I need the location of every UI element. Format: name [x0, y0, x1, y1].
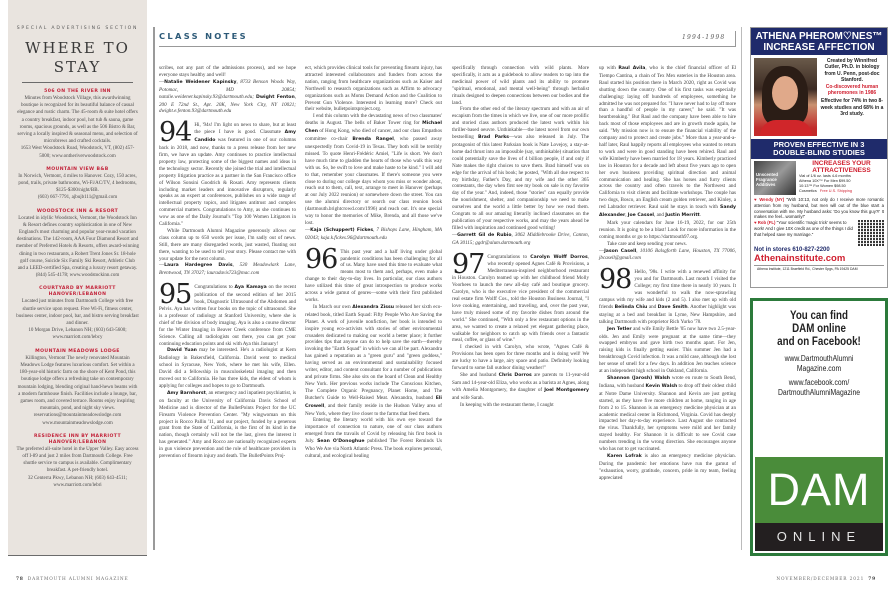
listing-description: The preferred all-suite hotel in the Upper Valley. Easy access off I-89 and just 2 miles from Dartmouth College. Free shuttle service to campus is available. Complimentary breakfast. A pet-friendly hotel. [16, 446, 139, 474]
url-part: Magazine.com [796, 363, 842, 373]
logo-online: ONLINE [755, 523, 883, 551]
text: , who recently opened Agnes Café & Provisions, a Mediterranean-inspired neighborhood restaurant in Houston. Carolyn teamed up with her childhood friend Molly Voorhees to launch the new all-day café and boutique grocery. Carolyn, who is the executive vice president of the commercial real estate firm Wolff Cos., told the Houston Business Journal, "I love cooking, entertaining, and traveling, and, over the past year, have truly missed some of my favorite dishes from around the world." She continued, "With only a few restaurant options in the area, we wanted to create a relaxed yet elegant gathering place, walkable for neighbors to catch up with friends over a fantastic meal, coffee, or glass of wine." [452, 253, 589, 344]
classmate-name: Michael Chen [305, 121, 442, 135]
correspondent-name: Jason Casell [604, 248, 637, 254]
correspondent-address: , 7 Bishops Lane, Hingham, MA 02043; kaja.k.fickes.96@dartmouth.edu [305, 226, 442, 241]
listing-name: 506 ON THE RIVER INN [44, 89, 111, 94]
listing-description: Killington, Vermont The newly renovated Mountain Meadows Lodge features luxurious comfort. Set within a 180-year-old historic farm on the shore of Kent Pond, this boutique lodge offers a refreshing take on contemporary mountain lodging, blending original hand-hewn beams with a modern farmhouse finish. Facilities include a lounge, bar, games room, and covered terrace. Rooms enjoy inspiring mountain, pond, and night sky views. [17, 355, 138, 412]
text: Entering the literary world with his own eye toward the importance of connection to nature, one of our class authors emerged from the travails of Covid by releasing his first book in July. [305, 417, 442, 445]
listing-contact: 10 Morgan Drive, Lebanon NH; (603) 643-5600; www.marriott.com/lebcy [28, 328, 127, 341]
listing-contact: reservations@mountainmeadowslodge.com www.mountainmeadowslodge.com [33, 413, 122, 426]
listing-name: WOODSTOCK INN & RESORT [36, 208, 119, 214]
column-3 [452, 65, 589, 409]
classmate-name: Karen Lofrak [607, 453, 642, 459]
proven-line-1: PROVEN EFFECTIVE IN 3 [773, 140, 865, 149]
class-year-97: 97 [452, 248, 485, 280]
column-2 [305, 65, 442, 460]
cosmetics-label: Cosmetics [799, 189, 817, 193]
paragraph [305, 113, 442, 227]
effectiveness-text: Effective for 74% in two 8-week studies and 68% in a 3rd study. [820, 98, 884, 118]
text: From the other end of the literary spectrum and with an air of escapism from the times in which we live, one of our more prolific and storied class authors produced the latest work within his thriller-based oeuvre. Unthinkable—the latest novel from our own bestselling [452, 106, 589, 141]
text: Congratulations to [487, 253, 531, 260]
proven-line-2: DOUBLE-BLIND STUDIES [773, 148, 865, 157]
title-line-2: STAY [53, 58, 102, 76]
headline-line-1: ATHENA PHEROM♡NES™ [755, 31, 883, 42]
paragraph [599, 453, 736, 482]
ad-section-title [16, 39, 139, 77]
column-4 [599, 65, 736, 482]
website-link[interactable]: Athenainstitute.com [754, 253, 846, 265]
signature: —Kaja (Schuppert) Fickes, 7 Bishops Lane, Hingham, MA 02043; kaja.k.fickes.96@dartmouth.edu [305, 226, 442, 241]
testimonial-author: ♥ Rob (FL) [754, 220, 776, 226]
listing-contact: 1653 West Woodstock Road, Woodstock, VT, (802) 457-5000; www.ontheriverwoodstock.com [20, 146, 135, 159]
paragraph: I checked in with Carolyn, who wrote, "Agnes Café & Provisions has been open for three months and is doing well! We are lucky to have a large, airy space and patio. Definitely looking forward to some fall outdoor dining weather!" [452, 344, 589, 372]
scientist-photo [754, 58, 817, 136]
publication-name: DARTMOUTH ALUMNI MAGAZINE [27, 577, 129, 582]
url-part: DartmouthAlumniMagazine [777, 387, 861, 397]
paragraph: specifically through connection with wild plants. More specifically, it acts as a guidebook to allow readers to tap into the medicinal power of wild plants and its ability to promote "spiritual, emotional, and mental well-being" through herbalist rituals designed to deepen connections between our bodies and the land. [452, 65, 589, 106]
sidebar-bottom-rule [8, 555, 147, 556]
classmate-name: Amy Barnhorst [167, 390, 206, 396]
credentials [820, 58, 884, 136]
paragraph: scribes, not any part of the admissions process), and we hope everyone stays healthy and well! [159, 65, 296, 78]
testimonial-row [751, 220, 887, 246]
listing-courtyard-marriott [16, 286, 139, 341]
listing-description: Located in idyllic Woodstock, Vermont, the Woodstock Inn & Resort defines country sophistication in one of New England's most charming and popular year-round vacation destinations. The 142-room, AAA Four Diamond Resort and member of Preferred Hotels & Resorts, offers award-winning dining in two restaurants, a Robert Trent Jones Sr. 18-hole golf course, Suicide Six Family Ski Resort, Athletic Club and a LEED-certified Spa, creating a luxury resort getaway. [16, 215, 139, 272]
right-side-bar [741, 27, 742, 550]
dam-online-ad[interactable] [750, 298, 888, 556]
classmate-name: Justin Merritt [665, 213, 700, 219]
correspondent-address: , 10106 Balsgforth Lane, Houston, TX 77006, jbcasell@gmail.com [599, 247, 737, 262]
signature: —Garrett Gil de Rubio, 3062 Middlebrooke Drive, Canton, GA 30115; ggdr@alum.dartmouth.org [452, 231, 590, 246]
testimonial [751, 197, 887, 220]
correspondent-name: Natalie Weidener Kapinsky [164, 79, 237, 85]
where-to-stay-ad [8, 0, 147, 555]
text: , who passed away unexpectedly from Covid-19 in Texas. They both will be terribly missed. To quote Henri-Frédéric Amiel, "Life is short. We don't have much time to gladden the hearts of those who walk this way with us. So, be swift to love and make haste to be kind." I will add to that, remember your classmates. If there's someone you were close to during our college days whom you miss or wonder about, reach out to them, call, text, arrange to meet in Hanover (perhaps at our July 2022 reunion) or somewhere down the street. You can use the alumni directory or search our class reunion book (dartmouth.brightcrowd.com/1996) and reach out. It's one special way to honor the memories of Mike, Brenda, and all those we've lost. [305, 136, 443, 226]
logo-dam: DAM [755, 457, 883, 523]
ad-headline [751, 28, 887, 55]
text: on the recent publication of the second edition of her 2015 book, Diagnostic Ultrasound of the Abdomen and Pelvis. Aya has written four books on the topic of ultrasound. She is a professor of radiology at Stanford University, where she is chief of the division of body imaging. Aya is also a course director for the Winter Imaging in Beaver Creek conference from CME Science. Calling all radiologists out there, you can get your continuing education points and ski with Aya this January! [159, 284, 296, 347]
listing-description: In Norwich, Vermont, 4 miles to Hanover. Cozy, 150 acres, pond, trails, private bathrooms, Wi-Fi/AC/TV, 4 bedrooms, $125-$300/night/BB. [18, 173, 137, 194]
class-year-94: 94 [159, 117, 192, 149]
shipping-label: Free U.S. Shipping [819, 189, 852, 193]
paragraph [159, 347, 296, 389]
phone-number[interactable]: Not in stores 610-827-2200 [754, 247, 830, 254]
text: . [699, 212, 702, 219]
correspondent-address: , 3062 Middlebrooke Drive, Canton, GA 30115; ggdr@alum.dartmouth.org [452, 231, 590, 246]
paragraph: ect, which provides clinical tools for preventing firearm injury, has attracted interested collaborators and funders from across the nation, ranging from healthcare organizations such as Kaiser and Northwell to research organizations such as Affirm to advocacy organizations such as Moms Demand Action and the Coalition to Prevent Gun Violence. Interested in learning more? Check out their website, bulletpointsproject.org. [305, 65, 442, 113]
listing-mountain-view [16, 167, 139, 202]
text: Congratulations to [194, 284, 235, 291]
text: Hi, '94s! I'm light on news to share, but at least the piece I have is good. Classmate [194, 122, 296, 136]
listing-contact: 32 Centerra Pkwy, Lebanon NH; (603) 643-4511; www.marriott.com/lebri [27, 475, 128, 488]
qr-code-icon[interactable] [858, 220, 884, 246]
listing-residence-inn [16, 434, 139, 489]
classmate-name: Kevin Walsh [645, 383, 678, 389]
text: is also an emergency medicine physician. During the pandemic her emotions have run the gamut of "exhaustion, worry, gratitude, concern, pride in my team, feeling appreciated [599, 452, 737, 481]
title-line-1: WHERE TO [25, 39, 130, 57]
classmate-name: Carolyn Wolff Dorros [530, 254, 588, 260]
signature: —Natalie Weidener Kapinsky, 8733 Benson Woods Way, Potomac, MD 20854; natalie.weidener.kapinsky.93@dartmouth.edu; Dwight Fenton, 200 E 72nd St., Apt. 20K, New York City, NY 10021; dwight.e.fenton.93@dartmouth.edu [159, 78, 296, 115]
class-97-notes [452, 248, 589, 345]
classmate-name: Eli Crowell [305, 395, 442, 409]
athena-pheromones-ad[interactable] [750, 27, 888, 288]
page-number-right: 79 [868, 577, 876, 582]
class-98-notes [599, 264, 737, 325]
listing-woodstock-inn [16, 209, 139, 280]
page-number-left: 78 [16, 577, 24, 582]
paragraph [159, 390, 296, 460]
men-price: Athena 10X™ For Men $99.50 [799, 179, 851, 183]
testimonial-text: "Your scientific 'magic trick' seems to work! And I give 10X credit as one of the things I did that helped save my marriage." [754, 220, 853, 237]
column-1 [159, 65, 296, 460]
paragraph [305, 304, 442, 418]
left-folio [16, 577, 129, 582]
classmate-name: Brenda Rangel [352, 137, 394, 143]
right-folio [776, 577, 876, 582]
ad-intro [751, 55, 887, 139]
text: , who is the chief financial officer of El Tiempo Cantina, a chain of Tex Mex eateries in the Houston area. Raul started his position there in March 2020, right as Covid was shutting down the country. One of his first tasks was especially challenging: laying off hundreds of employees, something he admitted he was not prepared for. "I have never had to lay off more than a handful of people in my career," he said. "It was heartbreaking." But Raul and the company have been able to hire back most of those employees and are in growth mode again, he said. "My mission now is to ensure the financial viability of the company and to protect and create jobs." More than a year-and-a-half later, Raul happily reports all employees who wanted to return to work and were in good standing have been rehired. Raul and wife Kimberly have been married for 18 years. Kimberly practiced law in Houston for a decade and left about five years ago to open her own business providing spiritual direction and animal communication and healing. She has horses and furry clients across the country and often travels to the Northwest and California to visit clients and facilitate workshops. The couple has two dogs, Bosco, an English cream golden retriever, and Kinley, a red Labrador retriever. Raul said he stays in touch with [599, 65, 736, 211]
text: , an emergency and inpatient psychiatrist, is on faculty at the University of California Davis School of Medicine and is director of the BulletPoints Project for the UC Firearm Violence Prevention Center. "My wingwoman on this project is Rocco Pallin '11, and our project, funded by a generous grant from the State of California, is the first of its kind in the nation, though certainly will not be the last, given the interest it has generated." Amy and Rocco are nationally recognized experts in gun violence prevention and the role of healthcare providers in prevention of firearm injury and death. The BulletPoints Proj- [159, 389, 296, 460]
text: , [625, 212, 628, 219]
creator-text: Created by Winnifred Cutler, Ph.D. in biology from U. Penn, post-doc Stanford. [824, 58, 880, 84]
text: to drop off their oldest child at Notre Dame University. Shannon and Kevin are just getting started, as they have five more children at home, ranging in age from 2 to 15. Shannon is an emergency medicine physician at an academic medical center in Richmond, Virginia. Covid has deeply impacted her day-to-day experience. Last August she contracted the virus. Thankfully, her symptoms were mild and her family stayed healthy. For Shannon it is difficult to see Covid case numbers trending in the wrong direction. She encourages anyone who has not to get vaccinated. [599, 382, 736, 453]
classmate-name: Jen Tetler [607, 326, 632, 332]
text: She and husband [460, 371, 499, 378]
classmate-name: Joel Montgomery [544, 387, 589, 393]
url-part: www.facebook.com/ [788, 378, 850, 387]
paragraph [599, 65, 736, 220]
text: and [647, 303, 658, 310]
signature: —Laura Hardegree Davis, 530 Meadowlark Lane, Brentwood, TN 37027; lauradavis723@mac.com [159, 262, 296, 277]
ad-headline [763, 310, 875, 349]
classmate-name: Joe Cassel [627, 213, 655, 219]
classmate-name: Alexandra Zissu [352, 304, 394, 310]
paragraph [305, 417, 442, 459]
signature: —Jason Casell, 10106 Balsgforth Lane, Houston, TX 77006, jbcasell@gmail.com [599, 247, 737, 262]
paragraph: In keeping with the restaurant theme, I caught [460, 401, 554, 408]
text: I end this column with the devastating news of two classmates' deaths in August. The bells of Baker Tower ring for [305, 113, 442, 127]
text: was featured in one of our columns back in 2018, and now, thanks to a press release from her new firm, we have an update. Amy continues to practice intellectual property law, protecting some of the biggest names and ideas in the technology sector. Recently she joined the trial and intellectual property litigation practice as a partner in the San Francisco office of Wilson Sonsini Goodrich & Rosati. Amy represents clients including market leaders and innovative disruptors, regularly speaks as an expert at conferences, publishes on a wide range of intellectual property topics, and litigates antitrust and complex commercial matters. Congratulations to Amy, as she continues to wow as one of the Daily Journal's "Top 100 Women Litigators in California." [159, 137, 296, 228]
headline-line-3: and on Facebook! [777, 336, 861, 348]
pricing [799, 161, 884, 195]
testimonial-author: ♥ Wendy (NY) [754, 197, 785, 202]
listing-506-on-the-river [16, 89, 139, 160]
text: In March our own [313, 303, 353, 310]
paragraph: While Dartmouth Alumni Magazine generously allows our class column up to 650 words per issue, I'm sadly out of news. Still, there are many disregarded words, just wasted, floating out there, wanting to be used to tell your story. Please contact me with your update for the next column. [159, 227, 296, 262]
listing-mountain-meadows [16, 349, 139, 427]
product-info [751, 159, 887, 197]
classmate-name: Brad Parks [477, 135, 510, 141]
class-94-notes [159, 117, 296, 228]
class-year-98: 98 [599, 264, 632, 296]
text: published The Forest Reminds Us Who We Are via North Atlantic Press. The book explores personal, cultural, and ecological healing [305, 438, 442, 459]
attractiveness-headline: INCREASES YOUR ATTRACTIVENESS [812, 160, 871, 174]
dam-online-logo [755, 457, 883, 551]
correspondent-address: , 530 Meadowlark Lane, Brentwood, TN 37027; lauradavis723@mac.com [159, 262, 296, 277]
product-bottle-image: Unscented Fragrance Additives [754, 161, 796, 195]
paragraph [599, 375, 736, 453]
divider [22, 82, 133, 83]
classmate-name: Amy Candido [194, 130, 296, 144]
years-tick [735, 31, 736, 46]
testimonial-text: "With 10:13, not only do I receive more romantic attention from my husband, but men will out of the blue start a conversation with me. My husband asks: 'Do you know this guy?!' It makes me feel...womanly!" [754, 197, 884, 220]
text: released her sixth eco-related book, titled Earth Squad: Fifty People Who Are Saving the Planet. A work of juvenile nonfiction, her book is intended to inspire young eco-activists with stories of other environmental crusaders dedicated to making our world a better place; it further provides tips that anyone can do to help save the earth—thereby invoking the "Earth Squad" in which we can all be part. Alexandra has gained a reputation as a "green guru" and "green goddess," having served as an environmental and sustainability focused writer, editor, and content consultant for a number of publications and private firms. She also sits on the board of Clean and Healthy New York. Her previous works include The Conscious Kitchen, The Complete Organic Pregnancy, Planet Home, and The Butcher's Guide to Well-Raised Meat. Alexandra, husband [305, 303, 443, 401]
paragraph [599, 326, 736, 375]
paragraph [452, 372, 589, 402]
class-years-range: 1994-1998 [682, 34, 726, 41]
correspondent-address: , 8733 Benson Woods Way, Potomac, MD 20854; natalie.weidener.kapinsky.93@dartmouth.edu; [159, 78, 296, 100]
listing-name: MOUNTAIN VIEW B&B [46, 166, 109, 172]
classmate-name: Aya Kamaya [234, 285, 267, 291]
text: are parents to 11-year-old Sam and 14-year-old Eliza, who works as a barista at Agnes, along with Amelia Montgomery, the daughter of [452, 371, 589, 393]
facebook-link[interactable] [763, 378, 875, 397]
testimonial [754, 220, 855, 246]
header-rule [159, 46, 599, 47]
listing-description: Minutes from Woodstock Village, this awardwinning boutique is recognized for its beautiful balance of casual elegance and rustic charm. The 45-room & suite hotel offers a country breakfast, indoor pool, hot tub & sauna, game rooms, spacious grounds, as well as the 506 Bistro & Bar, serving a locally inspired & seasonal menu, and selection of microbrews and crafted cocktails. [17, 96, 138, 145]
header-rule-right [599, 46, 736, 47]
women-price: 10:13™ For Women $98.50 [799, 184, 846, 188]
correspondent-name: Dwight Fenton [256, 94, 295, 100]
listing-description: Located just minutes from Dartmouth College with free shuttle service upon request. Free Wi-Fi, fitness center, business center, indoor pool, bar, and bistro serving breakfast and dinner. [16, 299, 139, 327]
issue-date: NOVEMBER/DECEMBER 2021 [776, 577, 865, 582]
classmate-name: Raul Avila [618, 66, 646, 71]
vial-info: Vial of 1/6 oz. lasts 4-6 months [799, 174, 851, 178]
listing-contact: (844) 545-4178; www.woodstockinn.com [35, 273, 120, 279]
correspondent-name: Laura Hardegree Davis [164, 263, 233, 269]
classmate-name: Dave Smith [657, 304, 688, 310]
text: This past year and a half living under global pandemic conditions has been challenging for all of us. Many have used this time to evaluate what means most to them and, perhaps, even make a change to their day-to-day lives. In particular, our class authors have utilized this time of great introspection to produce works across a wide gamut of genres—some with their first published works. [305, 248, 442, 303]
discovery-text: Co-discovered human pheromones in 1986 [825, 83, 879, 97]
classmate-name: Shannon (Jarosh) Walsh [607, 375, 671, 381]
headline-line-1: You can find [790, 310, 848, 322]
classmate-name: Sandy Alexander [599, 205, 736, 219]
ad-section-kicker: SPECIAL ADVERTISING SECTION [16, 26, 139, 31]
correspondent-name: Garrett Gil de Rubio [457, 232, 512, 238]
listing-name: RESIDENCE INN BY MARRIOTT HANOVER/LEBANON [34, 433, 121, 445]
magazine-website-link[interactable] [763, 354, 875, 373]
paragraph: Take care and keep sending your news. [607, 240, 687, 247]
classmate-name: David Yuan [167, 348, 197, 354]
classmate-name: Sean O'Donoghue [317, 439, 365, 445]
section-side-bar [153, 27, 155, 550]
text: of Hong Kong, who died of cancer, and our class Empathos committee co-chair [305, 128, 442, 143]
class-95-notes [159, 279, 296, 347]
text: Hello, '98s. I write with a renewed affinity for you and for Dartmouth. Last month I visited the College; my first time there in nearly 10 years. It was wonderful to walk the now-sprawling campus with my wife and kids (2 and 5). I also met up with old friends [599, 269, 736, 310]
proven-banner [751, 139, 887, 159]
class-96-notes [305, 243, 442, 304]
headline-line-2: INCREASE AFFECTION [763, 42, 875, 53]
ad-address: Athena Institute, 1211 Braefield Rd., Chester Spgs, PA 19425 DAM [754, 265, 884, 272]
text: and wife Sarah. [452, 394, 484, 401]
headline-line-2: DAM online [792, 323, 846, 335]
classmate-name: Belinda Chiu [614, 304, 648, 310]
text: wrote en route to South Bend, Indiana, with husband [599, 374, 736, 389]
listing-name: COURTYARD BY MARRIOTT HANOVER/LEBANON [39, 286, 116, 298]
text: —was also released in July. The protagonist of this latest Parksian book is Nate Lovejoy, a stay-at-home dad thrust into an impossible (say, unthinkable) situation that could potentially save the lives of 4 billion people, if and only if Nate makes the right choices to save them. Brad himself was on edge for the arrival of his book; he posted, "With all due respect to my birthday, Father's Day, and my wife and the other 365 contestants, the day when first see my book on sale is my favorite day of the year." And, indeed, those "stories" can equally provide the nourishment, shelter, and companionship we need to make ourselves and the world a little better by how we read them. Congrats to all our amazing literarily inclined classmates on the publication of your respective works, and may the years ahead be filled with inspiration and continued good writing! [452, 134, 590, 231]
text: . Another highlight was staying at a bed and breakfast in Lyme, New Hampshire, and talking Dartmouth with proprietor Rich Yurko '78. [599, 303, 737, 325]
text: and wife Emily Bettle '05 now have two 2.5-year-olds. Jen and Emily were pregnant at the same time—they swapped embryos and gave birth two months apart. For Jen, raising kids is finally getting easier. This summer Jen had a breakthrough Covid infection. It was a mild case, although she lost her sense of smell for a few days. In addition Jen teaches science at an independent high school in Oakland, California. [599, 325, 736, 375]
text: , and their family reside in the Hudson Valley area of New York, where they live closer to the farms that feed them. [305, 402, 442, 417]
correspondent-name: Kaja (Schuppert) Fickes [310, 227, 374, 233]
listing-name: MOUNTAIN MEADOWS LODGE [35, 348, 120, 354]
classmate-name: Chris Dorros [498, 372, 532, 378]
text: up with [599, 65, 619, 71]
url-part: www.DartmouthAlumni [784, 354, 854, 363]
listing-contact: (603) 667-7791, ajbujb111@gmail.com [37, 195, 118, 201]
class-year-96: 96 [305, 243, 338, 275]
class-year-95: 95 [159, 279, 192, 311]
text: , and [654, 212, 666, 219]
correspondent-address: , 200 E 72nd St., Apt. 20K, New York City, NY 10021; dwight.e.fenton.93@dartmouth.edu [159, 93, 296, 115]
text: may be interested. He's a radiologist at Kern Radiology in Bakersfield, California. David went to medical school in Syracuse, New York, where he met his wife, Ellen. David did a fellowship in musculoskeletal imaging and then moved out to California. He has three kids, the eldest of whom is applying for colleges and hopes to go to Dartmouth. [159, 347, 296, 389]
paragraph: Mark your calendars for June 16-19, 2022, for our 25th reunion. It is going to be a blast! Look for more information in the coming months or go to https://dartmouth97.org. [599, 219, 736, 240]
paragraph [452, 106, 589, 231]
section-title: CLASS NOTES [159, 31, 248, 41]
